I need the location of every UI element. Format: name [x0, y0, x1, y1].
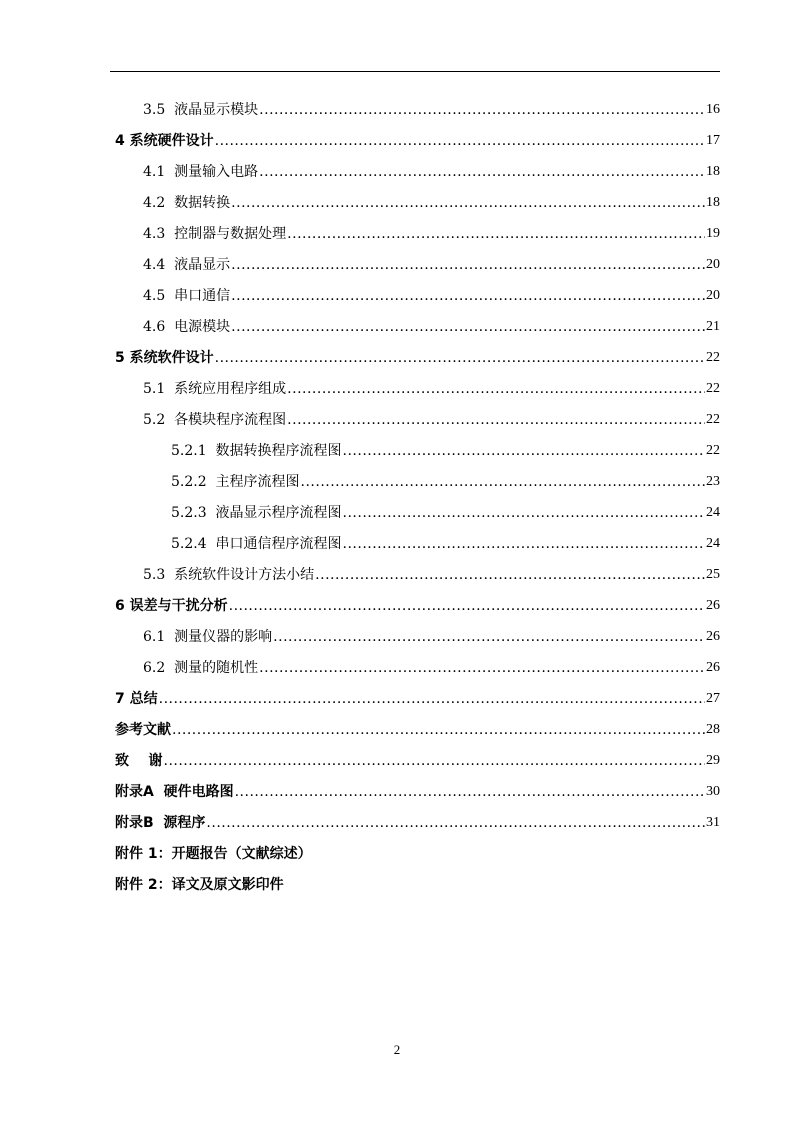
toc-leader-dots — [206, 815, 705, 831]
toc-entry[interactable] — [115, 778, 720, 800]
toc-entry-label: 致 谢 — [115, 753, 163, 769]
toc-entry-label: 5.2.3 液晶显示程序流程图 — [171, 505, 342, 521]
toc-entry-page: 25 — [706, 567, 720, 582]
toc-leader-dots — [287, 412, 705, 428]
toc-leader-dots — [315, 567, 705, 583]
toc-entry[interactable] — [171, 499, 720, 521]
toc-entry[interactable] — [143, 96, 720, 118]
toc-leader-dots — [231, 288, 705, 304]
toc-entry-label: 5.2.2 主程序流程图 — [171, 474, 300, 490]
toc-entry-label: 4.5 串口通信 — [143, 288, 231, 304]
toc-entry-page: 18 — [706, 164, 720, 179]
toc-entry-page: 28 — [706, 722, 720, 737]
toc-entry-page: 16 — [706, 102, 720, 117]
toc-entry[interactable] — [143, 561, 720, 583]
toc-entry[interactable] — [115, 716, 720, 738]
toc-entry-label: 参考文献 — [115, 722, 171, 738]
toc-leader-dots — [159, 691, 705, 707]
toc-entry[interactable] — [171, 530, 720, 552]
toc-entry-page: 20 — [706, 257, 720, 272]
attachment-entry[interactable] — [115, 871, 720, 893]
toc-entry-label: 6 误差与干扰分析 — [115, 598, 228, 614]
toc-leader-dots — [231, 195, 705, 211]
toc-entry-page: 31 — [706, 815, 720, 830]
toc-entry-page: 24 — [706, 536, 720, 551]
toc-entry-label: 5.2 各模块程序流程图 — [143, 412, 287, 428]
toc-leader-dots — [215, 133, 705, 149]
toc-leader-dots — [259, 660, 705, 676]
toc-entry[interactable] — [115, 127, 720, 149]
toc-entry[interactable] — [115, 592, 720, 614]
attachment-label: 附件 2：译文及原文影印件 — [115, 877, 284, 893]
toc-entry-label: 4.1 测量输入电路 — [143, 164, 259, 180]
toc-leader-dots — [343, 505, 705, 521]
toc-entry-page: 30 — [706, 784, 720, 799]
toc-entry[interactable] — [143, 623, 720, 645]
toc-entry-page: 26 — [706, 629, 720, 644]
toc-entry[interactable] — [143, 158, 720, 180]
toc-entry-label: 5.3 系统软件设计方法小结 — [143, 567, 315, 583]
toc-entry-label: 4.2 数据转换 — [143, 195, 231, 211]
toc-entry[interactable] — [143, 282, 720, 304]
toc-entry-label: 5.2.4 串口通信程序流程图 — [171, 536, 342, 552]
toc-leader-dots — [229, 598, 705, 614]
toc-leader-dots — [287, 381, 705, 397]
toc-entry-page: 22 — [706, 412, 720, 427]
toc-entry-page: 19 — [706, 226, 720, 241]
toc-leader-dots — [259, 164, 705, 180]
toc-leader-dots — [343, 536, 705, 552]
toc-entry-page: 29 — [706, 753, 720, 768]
toc-entry[interactable] — [143, 654, 720, 676]
toc-leader-dots — [343, 443, 705, 459]
toc-entry[interactable] — [143, 189, 720, 211]
toc-leader-dots — [235, 784, 705, 800]
toc-entry-label: 5 系统软件设计 — [115, 350, 214, 366]
toc-entry-label: 7 总结 — [115, 691, 158, 707]
toc-entry-label: 4 系统硬件设计 — [115, 133, 214, 149]
header-rule — [110, 71, 720, 72]
toc-leader-dots — [287, 226, 705, 242]
toc-entry-label: 4.4 液晶显示 — [143, 257, 231, 273]
toc-entry[interactable] — [171, 468, 720, 490]
toc-leader-dots — [164, 753, 706, 769]
toc-entry[interactable] — [143, 375, 720, 397]
page-number: 2 — [393, 1042, 401, 1057]
toc-entry-label: 6.2 测量的随机性 — [143, 660, 259, 676]
toc-entry[interactable] — [115, 747, 720, 769]
toc-leader-dots — [231, 319, 705, 335]
toc-entry-page: 22 — [706, 443, 720, 458]
toc-entry[interactable] — [143, 220, 720, 242]
toc-leader-dots — [215, 350, 705, 366]
toc-entry[interactable] — [115, 809, 720, 831]
toc-leader-dots — [301, 474, 705, 490]
toc-entry-page: 21 — [706, 319, 720, 334]
toc-entry-page: 17 — [706, 133, 720, 148]
toc-entry-page: 22 — [706, 350, 720, 365]
toc-entry[interactable] — [143, 406, 720, 428]
toc-leader-dots — [172, 722, 705, 738]
toc-entry-page: 26 — [706, 660, 720, 675]
attachment-entry[interactable] — [115, 840, 720, 862]
toc-entry-label: 6.1 测量仪器的影响 — [143, 629, 273, 645]
toc-entry[interactable] — [143, 251, 720, 273]
toc-entry-page: 18 — [706, 195, 720, 210]
toc-entry-page: 23 — [706, 474, 720, 489]
toc-entry-page: 26 — [706, 598, 720, 613]
toc-entry-label: 5.2.1 数据转换程序流程图 — [171, 443, 342, 459]
toc-entry-page: 22 — [706, 381, 720, 396]
toc-leader-dots — [259, 102, 705, 118]
toc-entry-label: 3.5 液晶显示模块 — [143, 102, 259, 118]
toc-entry-page: 20 — [706, 288, 720, 303]
toc-leader-dots — [273, 629, 705, 645]
toc-entry[interactable] — [115, 344, 720, 366]
toc-entry-label: 附录A 硬件电路图 — [115, 784, 234, 800]
toc-leader-dots — [231, 257, 705, 273]
toc-entry-label: 4.3 控制器与数据处理 — [143, 226, 287, 242]
toc-entry-label: 附录B 源程序 — [115, 815, 206, 831]
attachment-label: 附件 1：开题报告（文献综述） — [115, 846, 312, 862]
toc-entry-page: 24 — [706, 505, 720, 520]
toc-entry[interactable] — [143, 313, 720, 335]
toc-entry-label: 4.6 电源模块 — [143, 319, 231, 335]
toc-entry[interactable] — [115, 685, 720, 707]
toc-entry-label: 5.1 系统应用程序组成 — [143, 381, 287, 397]
toc-entry-page: 27 — [706, 691, 720, 706]
toc-entry[interactable] — [171, 437, 720, 459]
